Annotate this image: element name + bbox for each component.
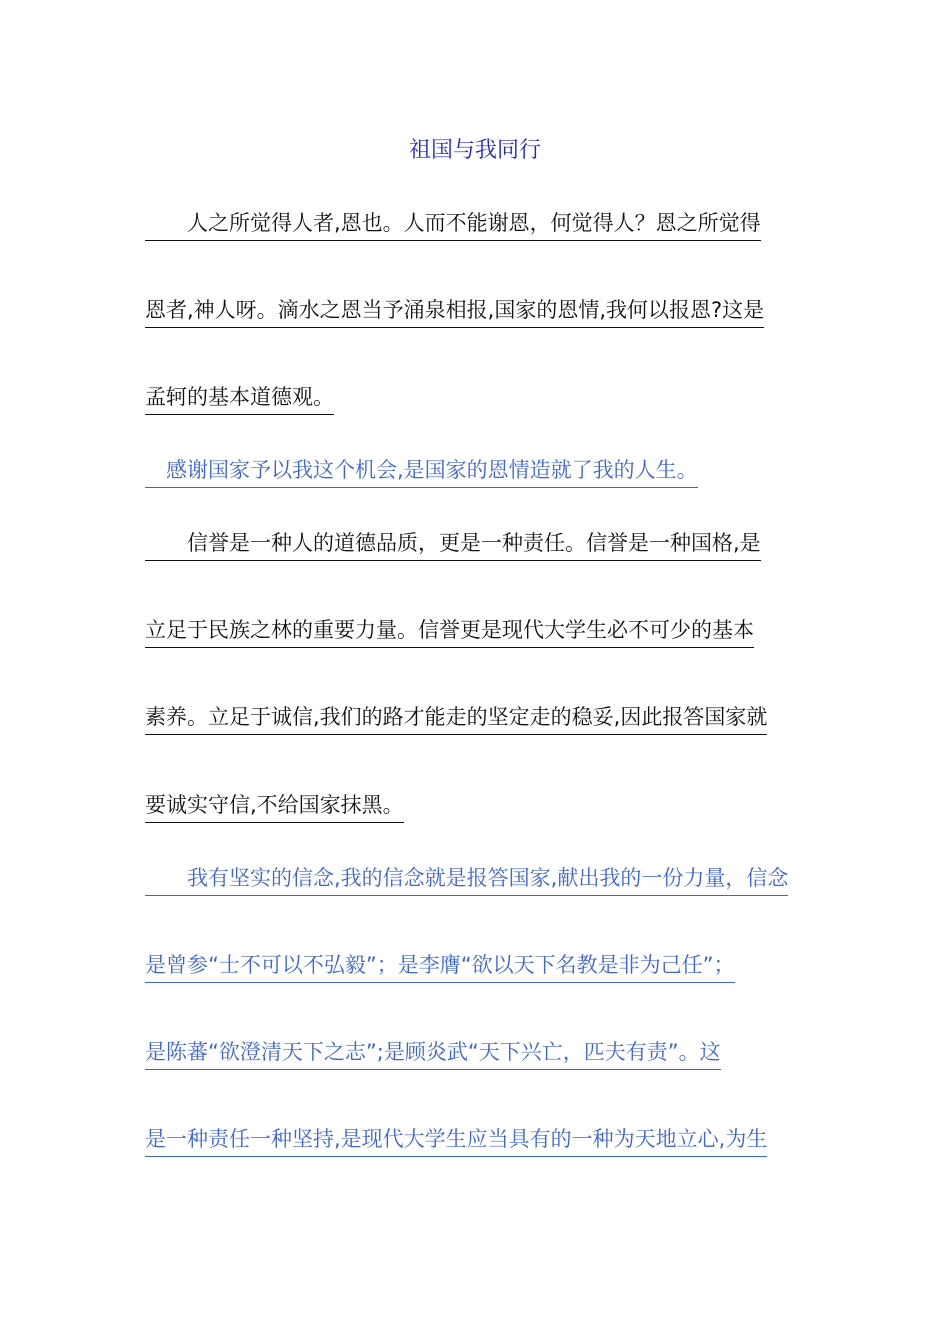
paragraph-line: 素养。立足于诚信,我们的路才能走的坚定走的稳妥,因此报答国家就 (145, 702, 767, 735)
paragraph-line: 信誉是一种人的道德品质，更是一种责任。信誉是一种国格,是 (145, 528, 761, 561)
page-title: 祖国与我同行 (408, 138, 541, 163)
paragraph-line: 是一种责任一种坚持,是现代大学生应当具有的一种为天地立心,为生 (145, 1124, 767, 1157)
paragraph-line: 我有坚实的信念,我的信念就是报答国家,献出我的一份力量，信念 (145, 863, 788, 896)
paragraph-line: 立足于民族之林的重要力量。信誉更是现代大学生必不可少的基本 (145, 615, 754, 648)
paragraph-line: 感谢国家予以我这个机会,是国家的恩情造就了我的人生。 (145, 455, 698, 488)
paragraph-line: 是陈蕃“欲澄清天下之志”;是顾炎武“天下兴亡，匹夫有责”。这 (145, 1037, 721, 1070)
paragraph-line: 是曾参“士不可以不弘毅”；是李膺“欲以天下名教是非为己任”； (145, 950, 735, 983)
paragraph-line: 孟轲的基本道德观。 (145, 382, 334, 415)
paragraph-line: 要诚实守信,不给国家抹黑。 (145, 790, 404, 823)
paragraph-line: 人之所觉得人者,恩也。人而不能谢恩，何觉得人？恩之所觉得 (145, 208, 761, 241)
paragraph-line: 恩者,神人呀。滴水之恩当予涌泉相报,国家的恩情,我何以报恩?这是 (145, 295, 764, 328)
